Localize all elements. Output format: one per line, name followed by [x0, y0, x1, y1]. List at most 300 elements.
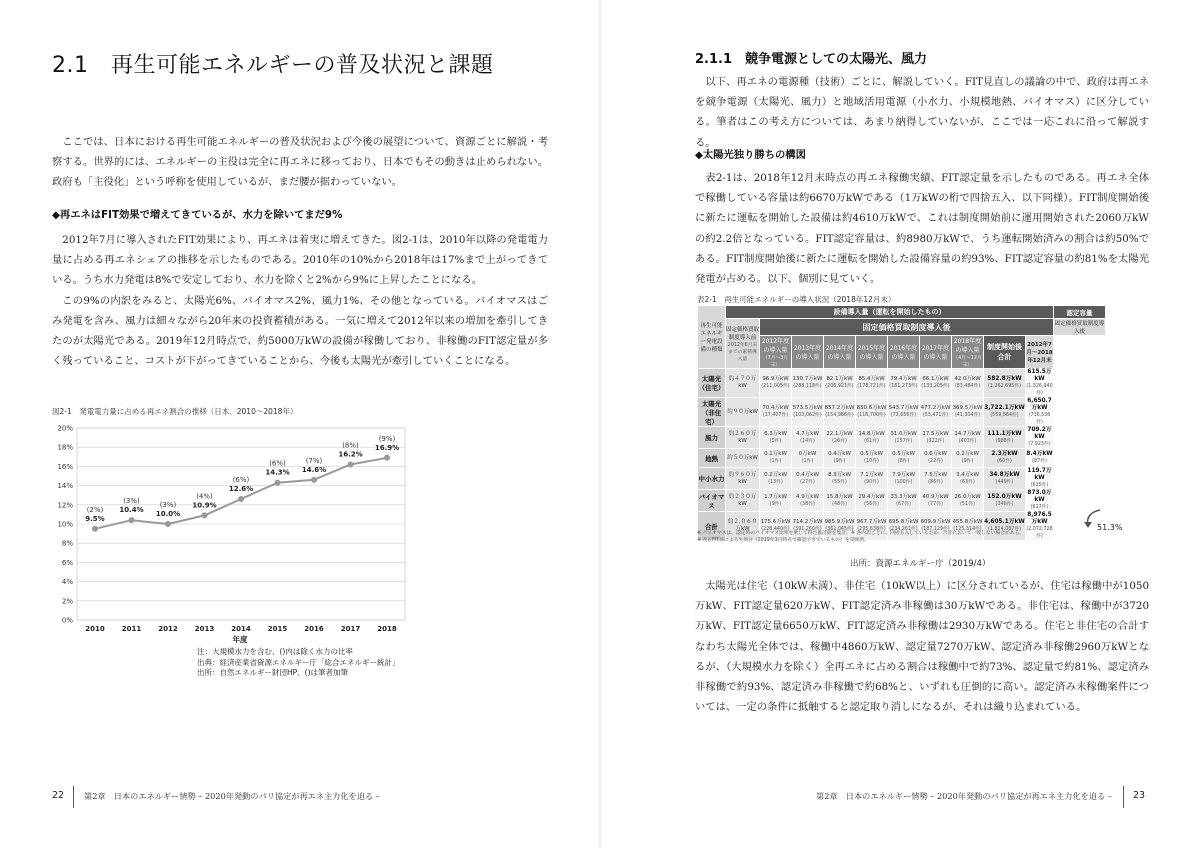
data-point [165, 521, 171, 527]
row-year-cell [792, 490, 824, 512]
right-page [600, 0, 1200, 848]
data-point [238, 496, 244, 502]
x-tick-label: 2011 [121, 625, 142, 633]
data-sub-label: (2%) [86, 505, 104, 514]
cell-capacity: 714.2万kW [792, 519, 823, 525]
head-year-type: の導入量 [827, 354, 852, 361]
row-year-cell [952, 398, 984, 427]
cell-count: (53,471件) [922, 413, 949, 418]
table-row [698, 468, 1106, 490]
row-year-cell [888, 468, 920, 490]
running-footer-left: 第2章 日本のエネルギー情勢 – 2020年発動のパリ協定が再エネ主力化を迫る – [84, 791, 380, 801]
paragraph-table-summary: 表2-1は、2018年12月末時点の再エネ稼働実績、FIT認定量を示したものである。再エネ全体で稼働している容量は約6670万kWである（1万kWの桁で四捨五入、以下同様）。FIT制度開始後に新たに運転を開始した設備は約4610万kWで、これは制度開始前に運用開始された2060万kWの約2.2倍となっている。FIT認定容量は、約8980万kWで、うち運転開始済みの割合は約50%である。FIT制度開始後に新たに運転を開始した設備容量の約93%、FIT認定容量の約81%を太陽光発電が占める。以下、個別に見ていく。 [695, 172, 1149, 286]
row-year-cell [792, 449, 824, 468]
cell-count: (8件) [897, 459, 910, 464]
head-before-sub: 2012年6月末までの累積導入量 [727, 343, 758, 362]
page-number-right: 23 [1133, 790, 1146, 801]
cell-capacity: 985.9万kW [824, 519, 855, 525]
row-year-cell [792, 369, 824, 398]
cell-capacity: 967.7万kW [856, 519, 887, 525]
head-year-label: 2014年度 [825, 345, 854, 352]
cell-count: (17,407件) [762, 413, 789, 418]
row-year-cell [792, 427, 824, 449]
head-type: 再生可能エネルギー発電設備の種類 [698, 306, 726, 369]
cell-capacity: 6.3万kW [764, 430, 787, 437]
head-year-label: 2012年度 [761, 338, 790, 345]
row-year-cell [888, 369, 920, 398]
cell-count: (154,986件) [825, 413, 854, 418]
x-axis-label: 年度 [232, 635, 248, 644]
cell-capacity: 0万kW [798, 451, 817, 457]
total-capacity: 111.1万kW [987, 430, 1022, 437]
head-year-3 [856, 336, 888, 369]
row-year-cell [856, 449, 888, 468]
intro-paragraph [52, 132, 548, 193]
cell-count: (10件) [864, 459, 879, 464]
cell-count: (9件) [833, 459, 846, 464]
head-year-type: の導入量 [955, 347, 980, 354]
row-name: 風力 [698, 427, 726, 449]
cell-capacity: 40.9万kW [922, 493, 949, 500]
cell-capacity: 477.2万kW [920, 405, 951, 411]
certified-count: (7,923件) [1028, 442, 1051, 447]
cell-capacity: 26.0万kW [954, 493, 981, 500]
row-year-cell [824, 449, 856, 468]
cell-count: (22件) [928, 459, 943, 464]
cell-count: (14件) [800, 438, 815, 444]
y-tick-label: 14% [57, 482, 73, 491]
head-capacity: 認定容量 [1054, 306, 1106, 319]
head-before [726, 319, 760, 369]
cell-count: (187,129件) [921, 527, 950, 532]
row-total [984, 468, 1026, 490]
cell-capacity: 830.6万kW [856, 405, 887, 411]
heading-fit-effect: ◆再エネはFIT効果で増えてきているが、水力を除いてまだ9% [52, 209, 343, 221]
row-before: 約９６０万kW [726, 468, 760, 490]
cell-count: (48件) [832, 501, 847, 507]
head-year-label: 2017年度 [921, 345, 950, 352]
row-certified [1026, 449, 1054, 468]
cell-count: (67件) [896, 501, 911, 507]
table-note-2: ※ 改正FIT法による失効分（2019年1月時点で確認できているもの）を反映済。 [697, 538, 869, 543]
section-title: 2.1 再生可能エネルギーの普及状況と課題 [52, 53, 494, 78]
total-capacity: 2.3万kW [991, 451, 1018, 457]
cell-count: (9件) [961, 459, 974, 464]
y-tick-label: 4% [61, 578, 73, 587]
row-year-cell [760, 369, 792, 398]
chart-note-2: 出典：経済産業省資源エネルギー庁「総合エネルギー統計」 [197, 657, 400, 667]
subsection-title: 2.1.1 競争電源としての太陽光、風力 [695, 52, 928, 67]
data-value-label: 10.0% [155, 510, 181, 518]
intro-text: ここでは、日本における再生可能エネルギーの普及状況および今後の展望について、資源ごとに解説・考察する。世界的には、エネルギーの主役は完全に再エネに移っており、日本でもその動きは止められない。政府も「主役化」という呼称を使用しているが、まだ腰が据わっていない。 [52, 136, 548, 189]
row-total [984, 427, 1026, 449]
cell-count: (234,261件) [889, 527, 918, 532]
cell-capacity: 17.5万kW [922, 430, 949, 437]
cell-count: (295,638件) [857, 527, 886, 532]
total-count: (988件) [995, 438, 1014, 444]
cell-count: (103,062件) [793, 413, 822, 418]
y-tick-label: 6% [61, 558, 73, 567]
row-year-cell [824, 490, 856, 512]
certified-capacity: 8,976.5万kW [1027, 512, 1052, 525]
data-sub-label: (6%) [269, 459, 286, 468]
footer-rule-left [73, 786, 74, 808]
cell-count: (100件) [894, 479, 913, 485]
head-year-type: の導入量 [795, 354, 820, 361]
total-count: (449件) [995, 479, 1014, 485]
certified-count: (617件) [1030, 505, 1049, 510]
certified-capacity: 8.4万kW [1026, 451, 1053, 457]
cell-capacity: 82.1万kW [826, 376, 853, 382]
cell-capacity: 0.1万kW [764, 451, 787, 457]
cell-count: (51件) [960, 501, 975, 507]
cell-count: (83,484件) [954, 384, 981, 389]
row-certified [1026, 468, 1054, 490]
cell-count: (56件) [864, 501, 879, 507]
head-year-5 [920, 336, 952, 369]
row-year-cell [760, 398, 792, 427]
cell-count: (13件) [768, 479, 783, 485]
table-note-1: ※ バイオマスは、認定時のバイオマス比率を乗じて得た推計値を集計。※ 各内訳ごとに、四捨五入しているため、合計において一致しない場合がある。 [697, 531, 1025, 536]
share-line [95, 458, 387, 529]
table-row [698, 369, 1106, 398]
total-count: (1,824,087件) [988, 527, 1021, 532]
total-count: (559,564件) [990, 413, 1019, 418]
head-year-type: の導入量 [891, 354, 916, 361]
cell-count: (55件) [832, 479, 847, 485]
data-value-label: 10.4% [119, 506, 144, 515]
footer-rule-right [1123, 786, 1124, 808]
cell-count: (206,921件) [825, 384, 854, 389]
intro-paragraph-right [695, 72, 1149, 153]
row-certified [1026, 369, 1054, 398]
cell-capacity: 7.9万kW [892, 471, 915, 478]
head-year-label: 2015年度 [857, 345, 886, 352]
row-before: 約２６０万kW [726, 427, 760, 449]
row-year-cell [888, 449, 920, 468]
row-year-cell [856, 398, 888, 427]
row-year-cell [888, 398, 920, 427]
cell-count: (157件) [894, 438, 913, 444]
cell-count: (161,273件) [889, 384, 918, 389]
cell-capacity: 7.5万kW [924, 471, 947, 478]
row-year-cell [856, 427, 888, 449]
row-year-cell [824, 369, 856, 398]
data-value-label: 9.5% [85, 514, 105, 523]
table-row [698, 490, 1106, 512]
total-capacity: 34.8万kW [989, 471, 1020, 478]
total-capacity: 582.8万kW [987, 376, 1022, 382]
table-caption: 表2-1 再生可能エネルギーの導入状況（2018年12月末） [697, 295, 896, 304]
data-sub-label: (8%) [342, 441, 359, 450]
cell-count: (211,005件) [761, 384, 790, 389]
certified-capacity: 6,650.7万kW [1027, 398, 1052, 411]
cell-capacity: 4.7万kW [796, 430, 819, 437]
cell-capacity: 70.4万kW [762, 405, 789, 411]
data-sub-label: (3%) [123, 497, 140, 506]
chart-notes [197, 647, 400, 679]
data-point [311, 477, 317, 483]
row-year-cell [856, 468, 888, 490]
chart-note-1: 注：大規模水力を含む、()内は除く水力の比率 [197, 647, 353, 656]
head-year-2 [824, 336, 856, 369]
cell-capacity: 79.4万kW [890, 376, 917, 382]
row-year-cell [824, 398, 856, 427]
table-notes [697, 530, 1024, 544]
cell-capacity: 0.2万kW [956, 451, 979, 457]
cell-capacity: 66.1万kW [922, 376, 949, 382]
row-before: 約９０万kW [726, 398, 760, 427]
x-tick-label: 2017 [340, 625, 361, 633]
row-year-cell [952, 490, 984, 512]
head-total: 制度開始後合計 [984, 336, 1026, 369]
data-value-label: 16.2% [338, 450, 363, 459]
row-total [984, 369, 1026, 398]
x-tick-label: 2013 [194, 625, 215, 633]
row-year-cell [856, 490, 888, 512]
cell-capacity: 573.5万kW [792, 405, 823, 411]
total-capacity: 4,605.1万kW [984, 519, 1025, 525]
total-capacity: 152.0万kW [987, 493, 1022, 500]
cell-count: (63件) [960, 479, 975, 485]
head-main: 設備導入量（運転を開始したもの） [726, 306, 1054, 319]
row-before: 約５０万kW [726, 449, 760, 468]
head-year-range: （4月～12月末） [953, 356, 982, 368]
cell-count: (322件) [926, 438, 945, 444]
row-year-cell [760, 449, 792, 468]
cell-count: (27件) [800, 479, 815, 485]
cell-capacity: 0.5万kW [860, 451, 883, 457]
y-tick-label: 8% [61, 539, 73, 548]
data-point [275, 480, 281, 486]
row-name: 太陽光（非住宅） [698, 398, 726, 427]
row-name: 地熱 [698, 449, 726, 468]
data-value-label: 14.6% [301, 465, 327, 474]
share-labels [85, 435, 399, 523]
head-year-6 [952, 336, 984, 369]
table-intro-paragraph [695, 168, 1149, 289]
table-row [698, 427, 1106, 449]
certified-count: (1,326,940件) [1026, 384, 1053, 396]
cell-capacity: 0.4万kW [828, 451, 851, 457]
y-tick-label: 16% [57, 462, 73, 471]
cell-capacity: 31.0万kW [890, 430, 917, 437]
row-year-cell [920, 490, 952, 512]
row-before: 約２３０万kW [726, 490, 760, 512]
row-year-cell [920, 427, 952, 449]
certified-count: (625件) [1030, 483, 1049, 488]
certified-count: (736,536件) [1028, 413, 1051, 425]
y-tick-label: 10% [57, 520, 73, 529]
cell-count: (1件) [769, 459, 782, 464]
head-before-title: 固定価格買取制度導入前 [726, 327, 760, 341]
x-tick-label: 2010 [85, 625, 105, 633]
head-capacity-sub: 固定価格買取制度導入後 [1054, 319, 1106, 336]
head-year-label: 2013年度 [793, 345, 822, 352]
data-sub-label: (9%) [378, 434, 396, 443]
row-year-cell [920, 449, 952, 468]
page-number-left: 22 [52, 790, 65, 801]
cell-count: (362,045件) [825, 527, 854, 532]
running-footer-right: 第2章 日本のエネルギー情勢 – 2020年発動のパリ協定が再エネ主力化を迫る – [816, 791, 1112, 801]
table-row [698, 449, 1106, 468]
data-point [348, 461, 354, 467]
cell-capacity: 455.8万kW [952, 519, 983, 525]
renewable-installation-table [697, 305, 1106, 541]
cell-capacity: 7.1万kW [860, 471, 883, 478]
head-year-type: の導入量 [859, 354, 884, 361]
row-year-cell [952, 427, 984, 449]
y-tick-label: 18% [57, 443, 73, 452]
data-sub-label: (3%) [159, 501, 177, 509]
renewable-share-chart [45, 418, 415, 646]
certified-capacity: 119.7万kW [1027, 468, 1052, 481]
cell-capacity: 15.8万kW [826, 493, 853, 500]
row-before: 約２,０６０万kW [726, 512, 760, 541]
cell-count: (41,304件) [954, 413, 981, 418]
certified-capacity: 873.0万kW [1027, 490, 1052, 503]
x-tick-label: 2014 [231, 625, 251, 633]
row-year-cell [920, 468, 952, 490]
row-certified [1026, 427, 1054, 449]
total-count: (60件) [997, 459, 1012, 464]
cell-capacity: 130.7万kW [792, 376, 823, 382]
paragraph-solar-detail: 太陽光は住宅（10kW未満）、非住宅（10kW以上）に区分されているが、住宅は稼働中が1050万kW、FIT認定量620万kW、FIT認定済み非稼働は30万kWである。非住宅は、稼働中が3720万kW、FIT認定量6650万kW、FIT認定済み非稼働は2930万kWである。住宅と非住宅の合計すなわち太陽光全体では、稼働中4860万kW、認定量7270万kW、認定済み非稼働2960万kWとなるが、（大規模水力を除く）全再エネに占める割合は稼働中で約73%、認定量で約81%、認定済み非稼働で約93%、認定済み非稼働で約68%と、いずれも圧倒的に高い。認定済み未稼働案件については、一定の条件に抵触すると認定取り消しになるが、それは織り込まれている。 [695, 580, 1149, 714]
cell-count: (116,700件) [857, 413, 886, 418]
data-point [129, 517, 135, 523]
row-name: バイオマス [698, 490, 726, 512]
cell-capacity: 857.2万kW [824, 405, 855, 411]
cell-count: (1件) [801, 459, 814, 464]
cell-count: (38件) [800, 501, 815, 507]
cell-capacity: 1.7万kW [764, 493, 787, 500]
cell-capacity: 0.4万kW [796, 471, 819, 478]
cell-count: (288,118件) [793, 384, 822, 389]
total-count: (1,262,695件) [988, 384, 1021, 389]
chart-y-ticks [57, 425, 73, 625]
row-year-cell [760, 427, 792, 449]
cell-capacity: 14.8万kW [858, 430, 885, 437]
head-year-0 [760, 336, 792, 369]
certified-capacity: 709.2万kW [1027, 427, 1052, 440]
head-year-label: 2018年度 [953, 338, 982, 345]
cell-count: (77件) [928, 501, 943, 507]
head-year-range: （7月～3月末） [762, 356, 789, 368]
solar-detail-paragraph [695, 576, 1149, 717]
head-year-type: の導入量 [923, 354, 948, 361]
head-capacity-range: 2012年7月～2018年12月末 [1026, 336, 1054, 369]
row-year-cell [824, 427, 856, 449]
cell-capacity: 695.8万kW [888, 519, 919, 525]
row-year-cell [760, 490, 792, 512]
total-capacity: 3,722.1万kW [984, 405, 1025, 411]
cell-capacity: 8.3万kW [828, 471, 851, 478]
fit-paragraphs [52, 230, 548, 371]
cell-count: (61件) [864, 438, 879, 444]
row-certified [1026, 512, 1054, 541]
data-point [202, 512, 208, 518]
paragraph-fit-1: 2012年7月に導入されたFIT効果により、再エネは着実に増えてきた。図2-1は、2010年以降の発電電力量に占める再エネシェアの推移を示したものである。2010年の10%から2018年は17%まで上がってきている。うち水力発電は8%で安定しており、水力を除くと2%から9%に上昇したことになる。 [52, 234, 548, 287]
data-point [92, 526, 98, 532]
cell-count: (403件) [958, 438, 977, 444]
paragraph-fit-2: この9%の内訳をみると、太陽光6%、バイオマス2%、風力1%、その他となっている。バイオマスはごみ発電を含み、風力は細々ながら20年来の投資蓄積がある。一気に増えて2012年以来の増加を牽引してきたのが太陽光である。2019年12月時点で、約5000万kWの設備が稼働しており、非稼働のFIT認定量が多く残っていること、コストが下がってきていることから、今後も太陽光が牽引していくことになる。 [52, 294, 548, 368]
y-tick-label: 12% [57, 501, 73, 510]
row-year-cell [888, 427, 920, 449]
ratio-label: 51.3% [1097, 523, 1123, 532]
cell-capacity: 0.6万kW [924, 451, 947, 457]
head-fit: 固定価格買取制度導入後 [760, 319, 1054, 336]
cell-capacity: 0.5万kW [892, 451, 915, 457]
table-row [698, 398, 1106, 427]
data-value-label: 14.3% [265, 468, 290, 477]
certified-capacity: 615.5万kW [1027, 369, 1052, 382]
cell-capacity: 85.4万kW [858, 376, 885, 382]
cell-count: (5件) [769, 438, 782, 444]
cell-capacity: 609.9万kW [920, 519, 951, 525]
row-name: 中小水力 [698, 468, 726, 490]
data-point [384, 455, 390, 461]
chart-x-ticks [85, 625, 397, 633]
row-year-cell [824, 468, 856, 490]
cell-capacity: 175.6万kW [760, 519, 791, 525]
x-tick-label: 2015 [267, 625, 288, 633]
x-tick-label: 2012 [158, 625, 178, 633]
cell-capacity: 96.9万kW [762, 376, 789, 382]
row-name: 合計 [698, 512, 726, 541]
row-year-cell [920, 369, 952, 398]
row-year-cell [792, 398, 824, 427]
data-sub-label: (6%) [232, 476, 250, 485]
cell-capacity: 0.2万kW [764, 471, 787, 478]
cell-count: (86件) [928, 479, 943, 485]
cell-capacity: 3.4万kW [956, 471, 979, 478]
cell-capacity: 29.4万kW [858, 493, 885, 500]
cell-count: (133,205件) [921, 384, 950, 389]
cell-capacity: 369.5万kW [952, 405, 983, 411]
data-value-label: 12.6% [228, 485, 254, 494]
cell-count: (178,721件) [857, 384, 886, 389]
data-sub-label: (7%) [305, 456, 323, 465]
head-year-type: の導入量 [763, 347, 788, 354]
cell-capacity: 14.7万kW [954, 430, 981, 437]
table-source: 出所：資源エネルギー庁（2019/4） [850, 559, 991, 569]
chart-note-3: 出所：自然エネルギー財団HP、()は筆者加筆 [197, 668, 349, 677]
paragraph-classification: 以下、再エネの電源種（技術）ごとに、解説していく。FIT見直しの議論の中で、政府は再エネを競争電源（太陽光、風力）と地域活用電源（小水力、小規模地熱、バイオマス）に区分している。筆者はこの考え方については、あまり納得していないが、ここでは一応これに沿って解説する。 [695, 76, 1149, 149]
y-tick-label: 2% [61, 597, 73, 606]
row-year-cell [952, 369, 984, 398]
cell-count: (90件) [864, 479, 879, 485]
x-tick-label: 2016 [304, 625, 324, 633]
row-total [984, 398, 1026, 427]
certified-count: (87件) [1032, 459, 1047, 464]
cell-count: (26件) [832, 438, 847, 444]
row-year-cell [856, 369, 888, 398]
cell-capacity: 22.1万kW [826, 430, 853, 437]
data-sub-label: (4%) [196, 492, 213, 501]
head-year-4 [888, 336, 920, 369]
x-tick-label: 2018 [377, 625, 397, 633]
row-before: 約４７０万kW [726, 369, 760, 398]
row-name: 太陽光（住宅） [698, 369, 726, 398]
row-total [984, 449, 1026, 468]
y-tick-label: 20% [57, 424, 73, 433]
head-year-label: 2016年度 [889, 345, 918, 352]
certified-count: (2,072,728件) [1026, 527, 1053, 539]
row-year-cell [888, 490, 920, 512]
heading-solar-dominance: ◆太陽光独り勝ちの構図 [695, 149, 806, 161]
row-year-cell [920, 398, 952, 427]
cell-count: (9件) [769, 501, 782, 507]
